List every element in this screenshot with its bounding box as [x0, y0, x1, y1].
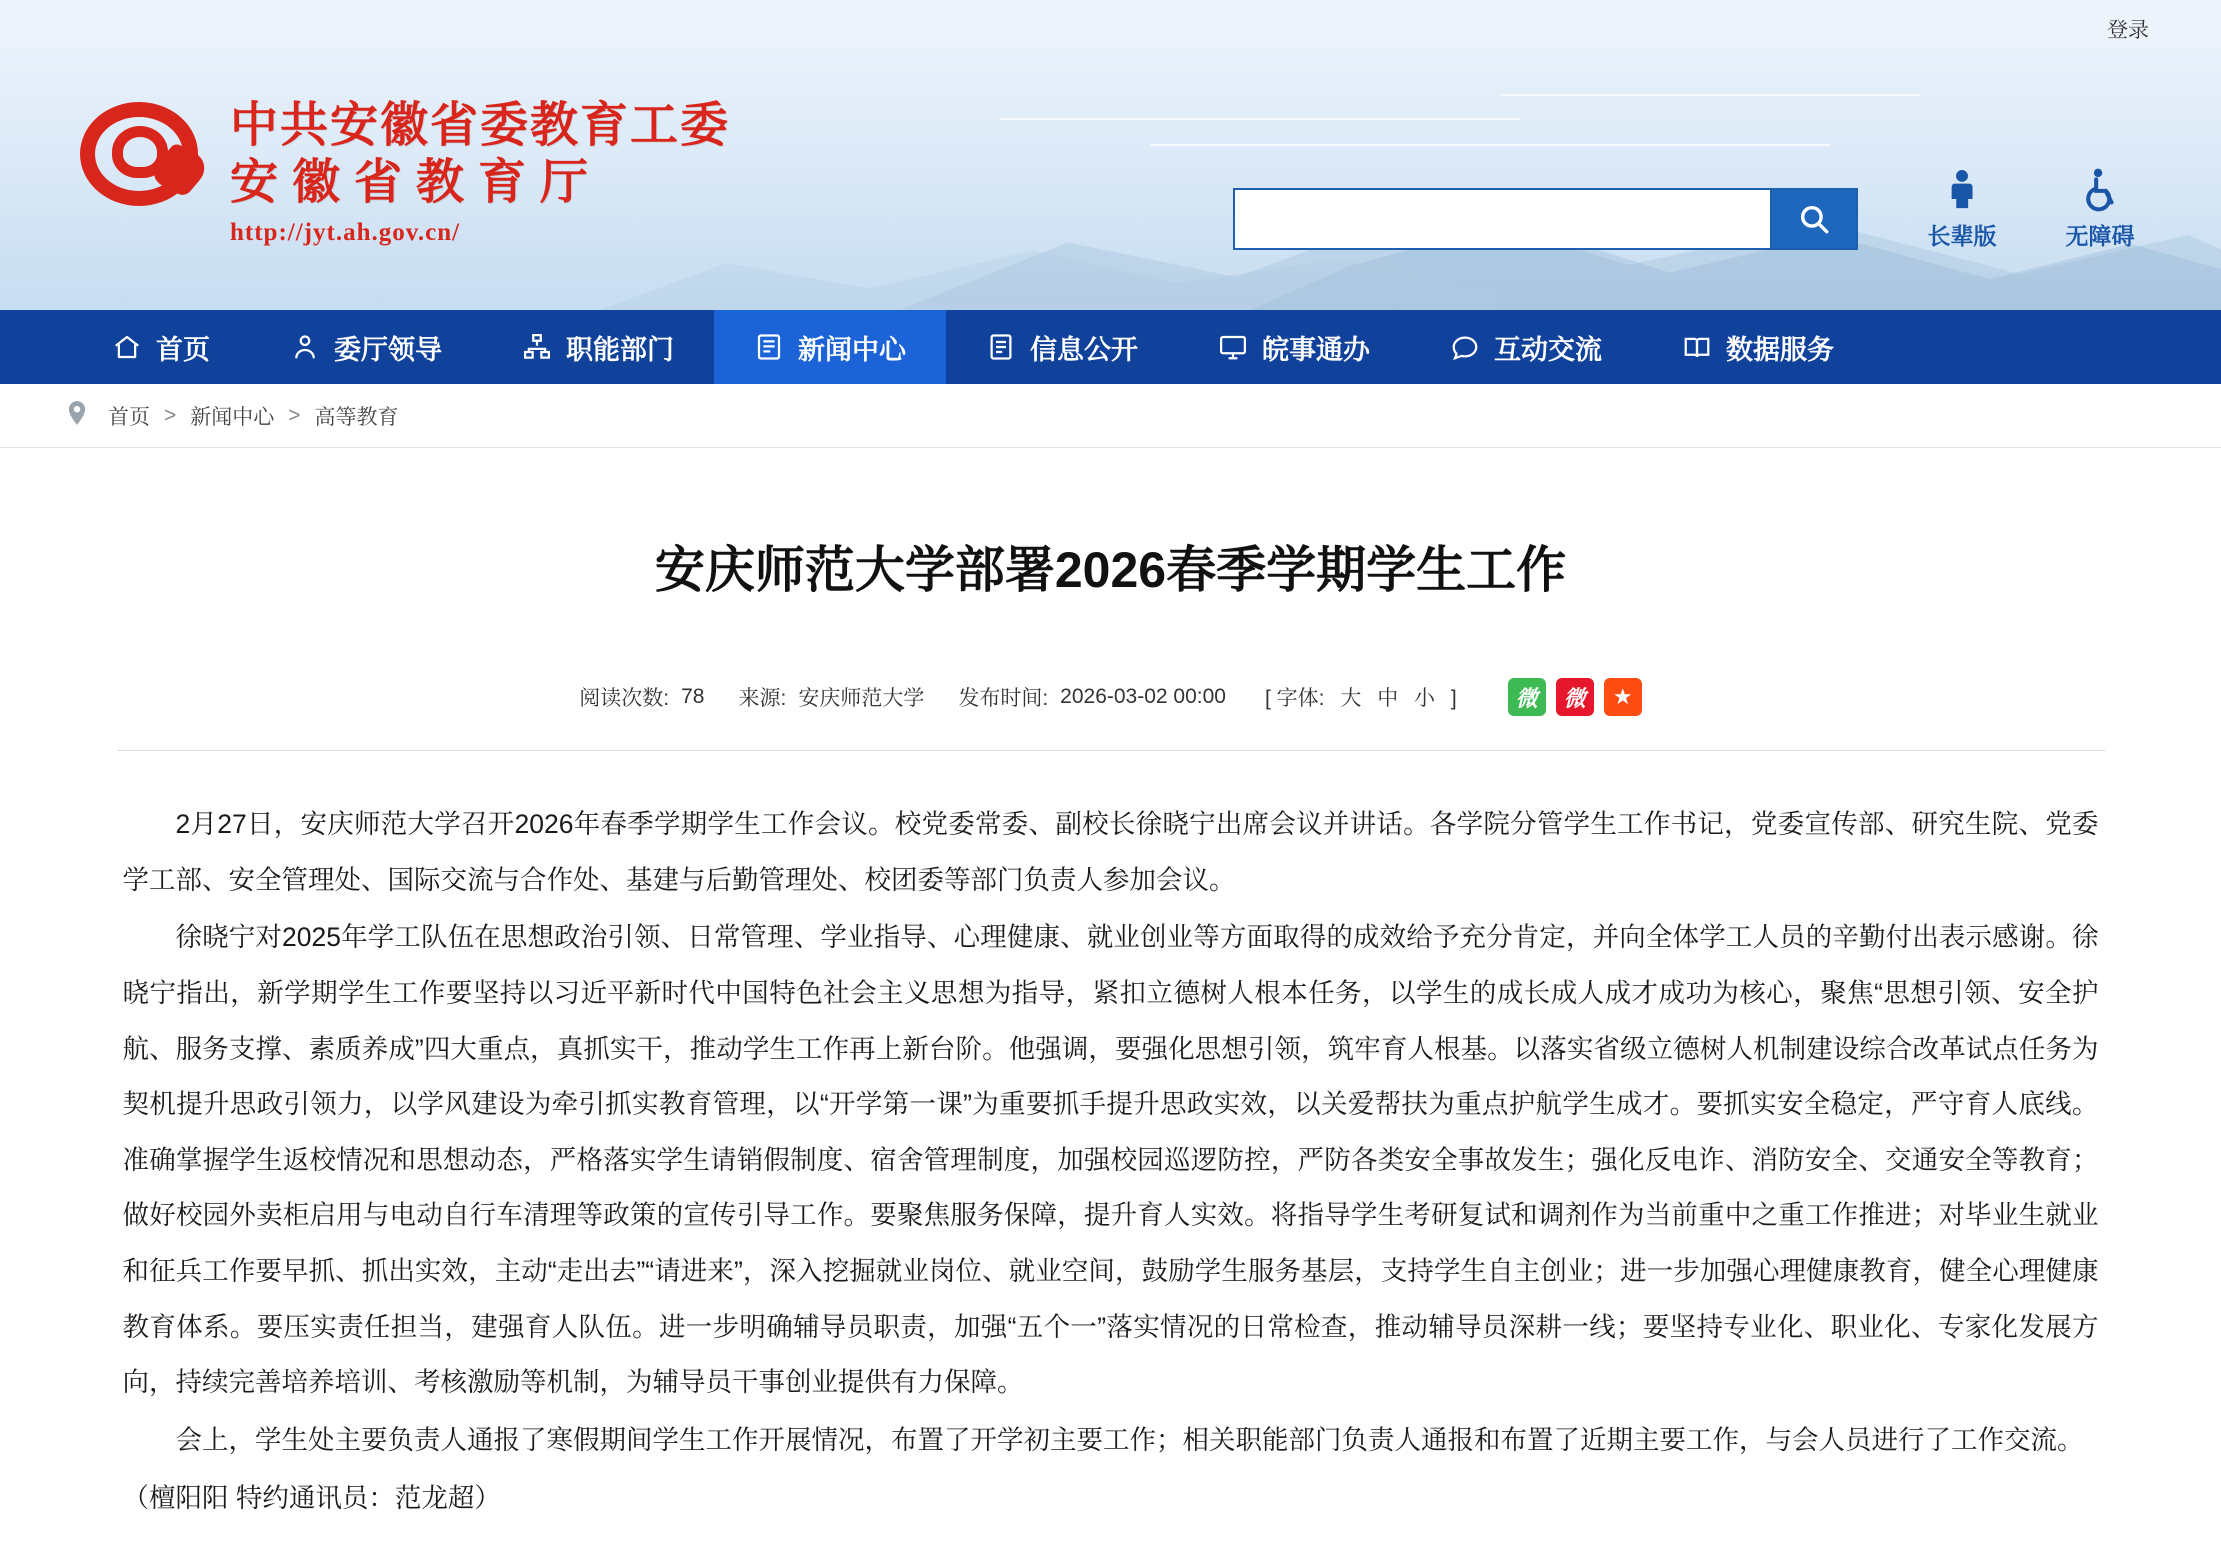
font-size-label-open: [ 字体:: [1260, 687, 1330, 710]
nav-label: 职能部门: [566, 328, 674, 367]
nav-label: 皖事通办: [1262, 328, 1370, 367]
nav-label: 委厅领导: [334, 328, 442, 367]
elder-version-link[interactable]: [1913, 166, 2011, 251]
nav-item-home[interactable]: [72, 310, 250, 384]
article-paragraph: 徐晓宁对2025年学工队伍在思想政治引领、日常管理、学业指导、心理健康、就业创业等方面取得的成效给予充分肯定，并向全体学工人员的辛勤付出表示感谢。徐晓宁指出，新学期学生工作要坚持以习近平新时代中国特色社会主义思想为指导，紧扣立德树人根本任务，以学生的成长成人成才成功为核心，聚焦“思想引领、安全护航、服务支撑、素质养成”四大重点，真抓实干，推动学生工作再上新台阶。他强调，要强化思想引领，筑牢育人根基。以落实省级立德树人机制建设综合改革试点任务为契机提升思政引领力，以学风建设为牵引抓实教育管理，以“开学第一课”为重要抓手提升思政实效，以关爱帮扶为重点护航学生成才。要抓实安全稳定，严守育人底线。准确掌握学生返校情况和思想动态，严格落实学生请销假制度、宿舍管理制度，加强校园巡逻防控，严防各类安全事故发生；强化反电诈、消防安全、交通安全等教育；做好校园外卖柜启用与电动自行车清理等政策的宣传引导工作。要聚焦服务保障，提升育人实效。将指导学生考研复试和调剂作为当前重中之重工作推进；对毕业生就业和征兵工作要早抓、抓出实效，主动“走出去”“请进来”，深入挖掘就业岗位、就业空间，鼓励学生服务基层，支持学生自主创业；进一步加强心理健康教育，健全心理健康教育体系。要压实责任担当，建强育人队伍。进一步明确辅导员职责，加强“五个一”落实情况的日常检查，推动辅导员深耕一线；要坚持专业化、职业化、专家化发展方向，持续完善培养培训、考核激励等机制，为辅导员干事创业提供有力保障。: [123, 910, 2099, 1411]
page-title: 安庆师范大学部署2026春季学期学生工作: [71, 482, 2151, 603]
nav-item-information-disclosure[interactable]: [946, 310, 1178, 384]
font-size-large[interactable]: 大: [1335, 687, 1366, 710]
site-logo[interactable]: [72, 96, 730, 247]
monitor-icon: [1218, 332, 1248, 362]
search-box[interactable]: [1233, 188, 1858, 250]
search-icon: [1797, 202, 1831, 236]
views-label: 阅读次数:: [579, 682, 669, 712]
accessibility-label: 无障碍: [2066, 223, 2135, 249]
cloud-line-decoration: [1500, 94, 1920, 96]
accessibility-links: [1913, 166, 2149, 251]
top-bar: [0, 0, 2221, 48]
nav-item-interaction[interactable]: [1410, 310, 1642, 384]
news-icon: [754, 332, 784, 362]
wechat-share-icon[interactable]: 微: [1508, 678, 1546, 716]
font-size-label-close: ]: [1446, 687, 1462, 710]
publish-value: 2026-03-02 00:00: [1060, 685, 1226, 709]
views-value: 78: [681, 685, 704, 709]
nav-label: 信息公开: [1030, 328, 1138, 367]
article-meta: [71, 636, 2151, 716]
share-buttons: [1508, 678, 1642, 716]
cloud-line-decoration: [1150, 144, 1830, 146]
breadcrumb-separator: >: [160, 404, 180, 428]
site-header: [0, 48, 2221, 310]
elder-version-label: 长辈版: [1928, 223, 1997, 249]
nav-item-wanshitongban[interactable]: [1178, 310, 1410, 384]
main-navigation: [0, 310, 2221, 384]
article-paragraph: 2月27日，安庆师范大学召开2026年春季学期学生工作会议。校党委常委、副校长徐晓宁出席会议并讲话。各学院分管学生工作书记，党委宣传部、研究生院、党委学工部、安全管理处、国际交流与合作处、基建与后勤管理处、校团委等部门负责人参加会议。: [123, 797, 2099, 908]
nav-item-departments[interactable]: [482, 310, 714, 384]
breadcrumb-separator: >: [284, 404, 304, 428]
breadcrumb-item-home[interactable]: 首页: [108, 401, 150, 431]
breadcrumb-item-higher-education[interactable]: 高等教育: [315, 401, 399, 431]
login-link[interactable]: 登录: [2107, 14, 2149, 44]
qzone-share-icon[interactable]: ★: [1604, 678, 1642, 716]
font-size-small[interactable]: 小: [1409, 687, 1440, 710]
source-value: 安庆师范大学: [798, 682, 924, 712]
font-size-control: [1260, 682, 1462, 712]
chat-icon: [1450, 332, 1480, 362]
nav-item-news-center[interactable]: [714, 310, 946, 384]
cloud-line-decoration: [1000, 118, 1520, 120]
nav-item-leadership[interactable]: [250, 310, 482, 384]
nav-label: 新闻中心: [798, 328, 906, 367]
nav-label: 数据服务: [1726, 328, 1834, 367]
search-button[interactable]: [1770, 188, 1858, 250]
nav-label: 首页: [156, 328, 210, 367]
source-label: 来源:: [738, 682, 786, 712]
wheelchair-icon: [2051, 166, 2149, 218]
breadcrumb-item-news-center[interactable]: 新闻中心: [190, 401, 274, 431]
logo-url: http://jyt.ah.gov.cn/: [230, 219, 730, 247]
font-size-medium[interactable]: 中: [1372, 687, 1403, 710]
education-department-emblem-icon: [72, 96, 212, 214]
home-icon: [112, 332, 142, 362]
accessibility-link[interactable]: [2051, 166, 2149, 251]
logo-line-1: 中共安徽省委教育工委: [230, 98, 730, 155]
search-input[interactable]: [1233, 188, 1770, 250]
article-signature: （檀阳阳 特约通讯员：范龙超）: [123, 1471, 2099, 1527]
article-paragraph: 会上，学生处主要负责人通报了寒假期间学生工作开展情况，布置了开学初主要工作；相关职能部门负责人通报和布置了近期主要工作，与会人员进行了工作交流。: [123, 1413, 2099, 1469]
book-icon: [1682, 332, 1712, 362]
article-container: [71, 482, 2151, 1568]
person-icon: [290, 332, 320, 362]
org-chart-icon: [522, 332, 552, 362]
location-pin-icon: [62, 398, 92, 434]
publish-label: 发布时间:: [958, 682, 1048, 712]
weibo-share-icon[interactable]: 微: [1556, 678, 1594, 716]
article-body: [71, 751, 2151, 1526]
nav-label: 互动交流: [1494, 328, 1602, 367]
nav-item-data-service[interactable]: [1642, 310, 1874, 384]
elder-person-icon: [1913, 166, 2011, 218]
document-icon: [986, 332, 1016, 362]
logo-line-2: 安徽省教育厅: [230, 155, 730, 212]
breadcrumb: [0, 384, 2221, 448]
